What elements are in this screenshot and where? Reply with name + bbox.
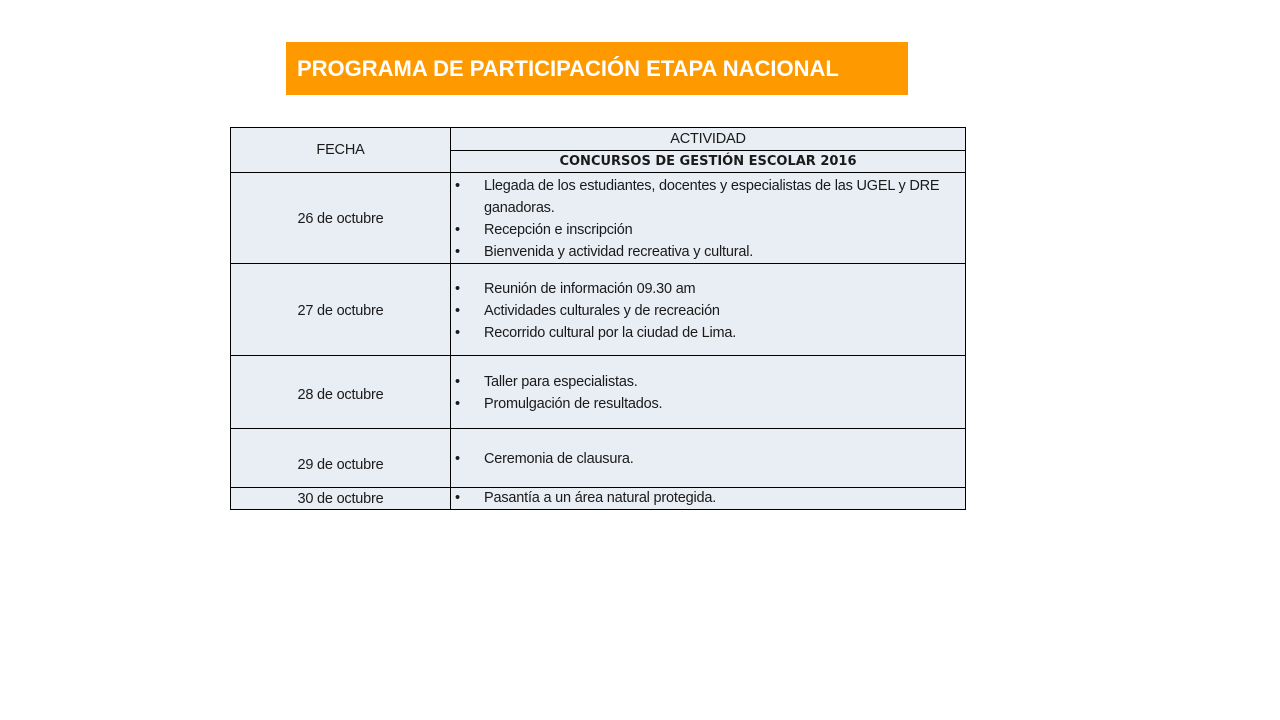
date-cell: 27 de octubre (231, 264, 451, 356)
date-cell: 30 de octubre (231, 488, 451, 510)
bullet-icon: • (455, 222, 460, 238)
bullet-icon: • (455, 280, 460, 297)
activity-cell (451, 173, 966, 264)
list-item (451, 278, 955, 300)
list-item (451, 488, 955, 509)
activity-text: Llegada de los estudiantes, docentes y especialistas de las UGEL y DRE ganadoras. (484, 178, 940, 216)
table-header-row (231, 128, 966, 151)
list-item (451, 371, 955, 393)
activity-cell (451, 356, 966, 429)
table-row (231, 429, 966, 488)
list-item (451, 175, 955, 219)
activity-list (451, 173, 965, 263)
activity-text: Reunión de información 09.30 am (484, 280, 696, 297)
activity-text: Recorrido cultural por la ciudad de Lima. (484, 324, 737, 341)
bullet-icon: • (455, 324, 460, 341)
schedule-table (230, 127, 966, 510)
activity-list (451, 446, 965, 470)
activity-list (451, 276, 965, 344)
activity-text: Actividades culturales y de recreación (484, 302, 720, 319)
list-item (451, 300, 955, 322)
activity-text: Pasantía a un área natural protegida. (484, 490, 717, 506)
list-item (451, 219, 955, 241)
activity-list (451, 369, 965, 415)
list-item (451, 322, 955, 344)
bullet-icon: • (455, 490, 460, 506)
activity-text: Recepción e inscripción (484, 222, 633, 238)
header-fecha: FECHA (231, 128, 451, 173)
header-contest-title: CONCURSOS DE GESTIÓN ESCOLAR 2016 (451, 150, 966, 173)
activity-text: Taller para especialistas. (484, 374, 638, 390)
activity-text: Promulgación de resultados. (484, 396, 663, 412)
date-cell: 29 de octubre (231, 429, 451, 488)
activity-text: Ceremonia de clausura. (484, 451, 634, 467)
bullet-icon: • (455, 396, 460, 412)
list-item (451, 393, 955, 415)
table-row (231, 356, 966, 429)
page-title: PROGRAMA DE PARTICIPACIÓN ETAPA NACIONAL (286, 42, 908, 95)
date-cell: 28 de octubre (231, 356, 451, 429)
activity-list (451, 488, 965, 509)
list-item (451, 448, 955, 470)
activity-text: Bienvenida y actividad recreativa y cultural. (484, 244, 754, 260)
activity-cell (451, 264, 966, 356)
bullet-icon: • (455, 451, 460, 467)
table-row (231, 488, 966, 510)
bullet-icon: • (455, 244, 460, 260)
activity-cell (451, 429, 966, 488)
table-row (231, 264, 966, 356)
date-cell: 26 de octubre (231, 173, 451, 264)
activity-cell (451, 488, 966, 510)
bullet-icon: • (455, 302, 460, 319)
bullet-icon: • (455, 178, 460, 194)
header-actividad: ACTIVIDAD (451, 128, 966, 151)
list-item (451, 241, 955, 263)
bullet-icon: • (455, 374, 460, 390)
table-row (231, 173, 966, 264)
